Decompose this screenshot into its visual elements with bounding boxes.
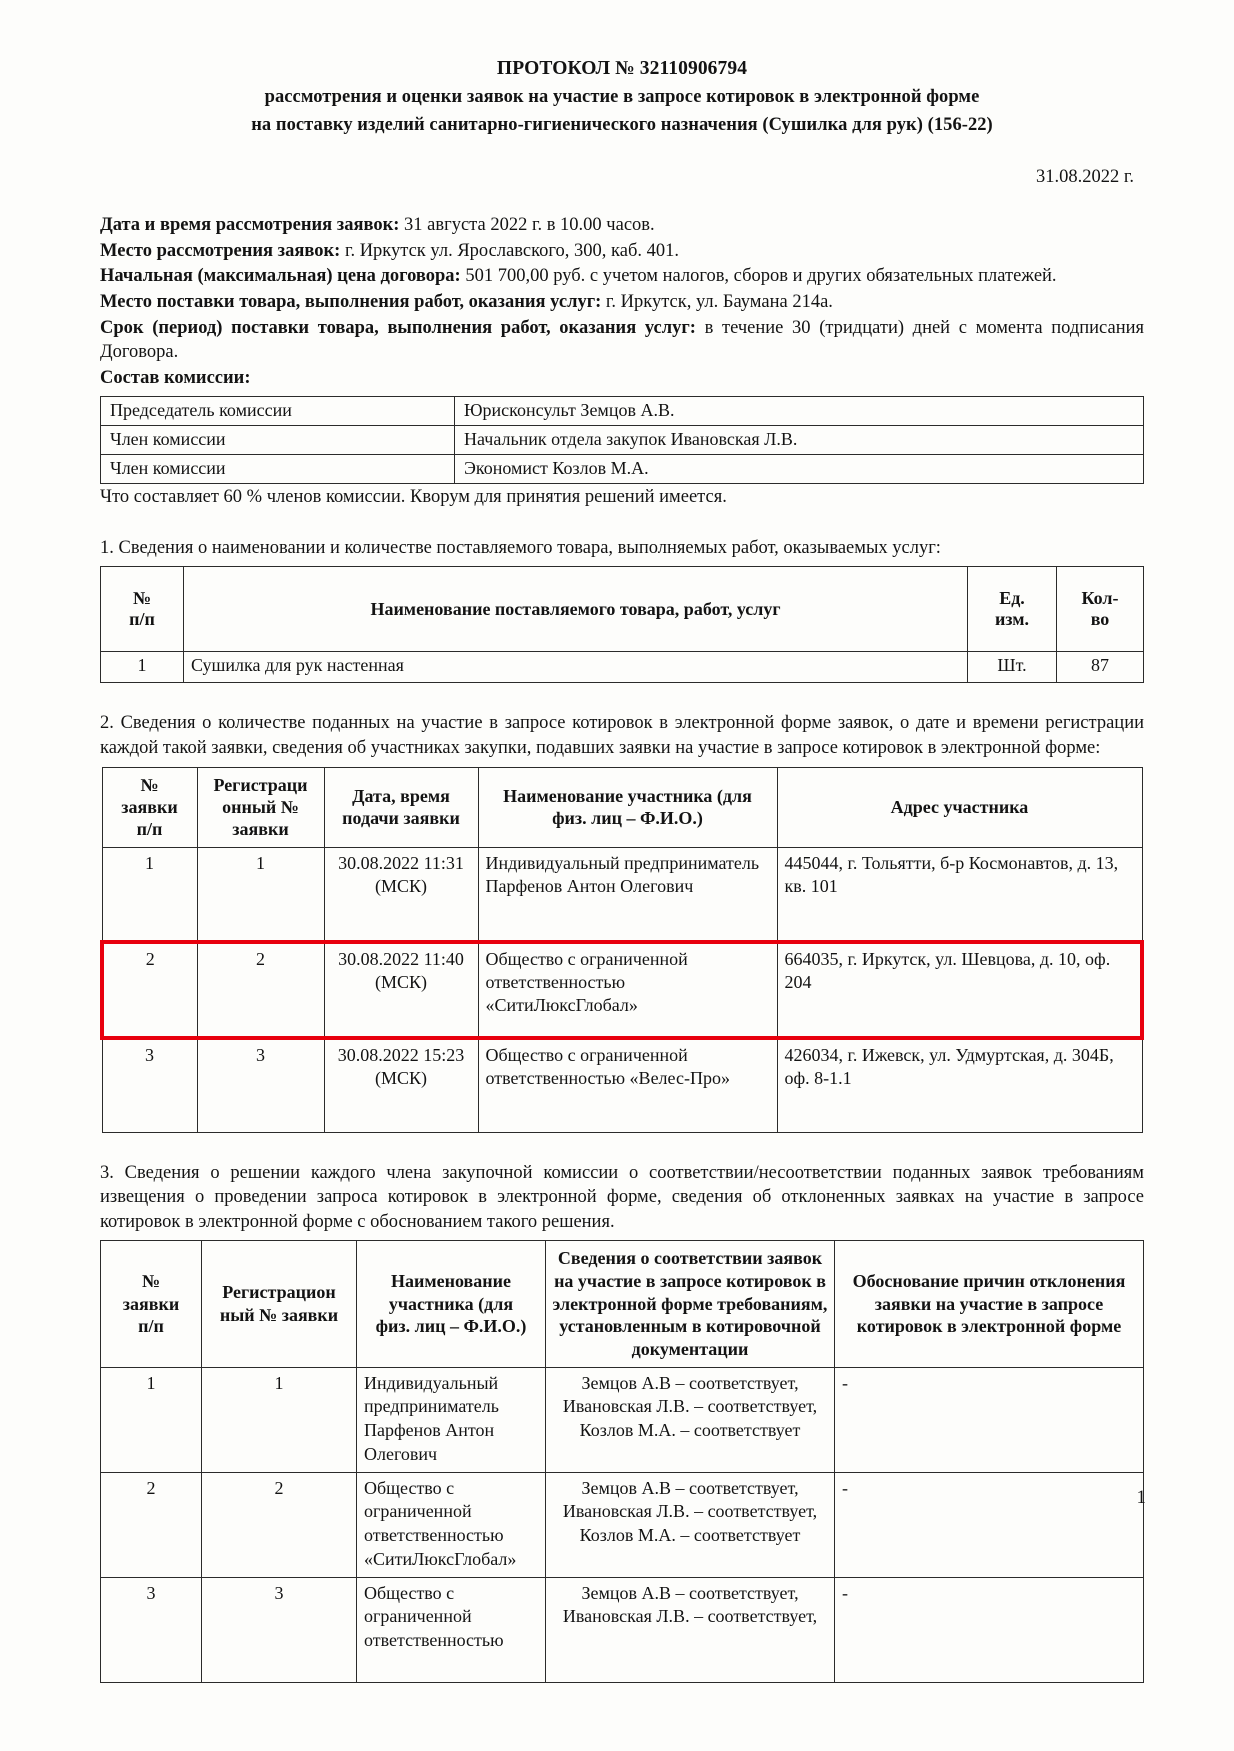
bid-num: 2 bbox=[102, 942, 197, 1038]
document-sheet bbox=[100, 0, 1144, 1683]
bids-header-date-line2: подачи заявки bbox=[342, 808, 460, 829]
goods-header-num bbox=[101, 567, 184, 652]
review-datetime-value: 31 августа 2022 г. в 10.00 часов. bbox=[399, 215, 655, 235]
dec-header-name-line2: участника (для bbox=[388, 1293, 514, 1314]
bid-datetime-line2: (МСК) bbox=[374, 875, 427, 896]
bids-header-name bbox=[478, 767, 777, 847]
goods-header-unit-line2: изм. bbox=[994, 609, 1030, 630]
bid-participant-address: 664035, г. Иркутск, ул. Шевцова, д. 10, оф. 204 bbox=[777, 942, 1142, 1038]
page-number: 1 bbox=[1136, 1487, 1146, 1508]
bids-header-name-line2: физ. лиц – Ф.И.О.) bbox=[552, 808, 703, 829]
commission-heading bbox=[100, 366, 1144, 391]
goods-row-unit: Шт. bbox=[968, 652, 1057, 683]
bids-header-reg bbox=[197, 767, 324, 847]
dec-num: 1 bbox=[101, 1367, 202, 1472]
goods-row-num: 1 bbox=[101, 652, 184, 683]
dec-participant-name: Общество с ограниченной ответственностью bbox=[357, 1577, 546, 1682]
dec-reg-num: 1 bbox=[202, 1367, 357, 1472]
dec-num: 2 bbox=[101, 1472, 202, 1577]
section-2-heading: 2. Сведения о количестве поданных на участие в запросе котировок в электронной форме заявок, о дате и времени регистрации каждой такой заявки, сведения об участниках закупки, подавших заявки на участие в запросе котировок в электронной форме: bbox=[100, 713, 1144, 758]
dec-conformity: Земцов А.В – соответствует, Ивановская Л.В. – соответствует, Козлов М.А. – соответствует bbox=[546, 1367, 835, 1472]
contract-price-value: 501 700,00 руб. с учетом налогов, сборов и других обязательных платежей. bbox=[460, 266, 1057, 287]
commission-table bbox=[100, 396, 1144, 484]
dec-header-num-line2: заявки bbox=[122, 1293, 180, 1314]
dec-reg-num: 3 bbox=[202, 1577, 357, 1682]
bid-reg-num: 3 bbox=[197, 1038, 324, 1133]
delivery-term-value: в течение 30 (тридцати) дней с момента подписания Договора. bbox=[100, 317, 1145, 363]
dec-header-name-line1: Наименование bbox=[391, 1270, 511, 1291]
bids-header-num-line2: заявки bbox=[121, 796, 178, 817]
section-1-heading: 1. Сведения о наименовании и количестве поставляемого товара, выполняемых работ, оказываемых услуг: bbox=[100, 537, 941, 558]
table-row-highlighted bbox=[102, 942, 1142, 1038]
bids-header-date-line1: Дата, время bbox=[352, 785, 450, 806]
dec-rejection: - bbox=[835, 1472, 1144, 1577]
dec-header-name bbox=[357, 1241, 546, 1367]
bids-header-reg-line3: заявки bbox=[232, 819, 289, 840]
commission-label: Состав комиссии: bbox=[100, 368, 251, 389]
intro-block bbox=[100, 213, 1144, 391]
delivery-term-line bbox=[100, 316, 1144, 365]
goods-header-qty bbox=[1057, 567, 1144, 652]
table-row bbox=[101, 1367, 1144, 1472]
bid-reg-num: 1 bbox=[197, 847, 324, 942]
commission-person: Начальник отдела закупок Ивановская Л.В. bbox=[455, 425, 1144, 454]
review-place-line bbox=[100, 239, 1144, 264]
delivery-place-label: Место поставки товара, выполнения работ, оказания услуг: bbox=[100, 292, 602, 313]
dec-rejection: - bbox=[835, 1367, 1144, 1472]
goods-header-unit-line1: Ед. bbox=[999, 588, 1025, 609]
bids-header-num-line1: № bbox=[140, 774, 159, 795]
bid-participant-address: 426034, г. Ижевск, ул. Удмуртская, д. 304Б, оф. 8-1.1 bbox=[777, 1038, 1142, 1133]
table-row bbox=[101, 425, 1144, 454]
bid-participant-name: Общество с ограниченной ответственностью «СитиЛюксГлобал» bbox=[478, 942, 777, 1038]
delivery-place-value: г. Иркутск, ул. Баумана 214а. bbox=[601, 292, 833, 313]
protocol-subtitle-2: на поставку изделий санитарно-гигиенического назначения (Сушилка для рук) (156-22) bbox=[251, 115, 993, 135]
contract-price-label: Начальная (максимальная) цена договора: bbox=[100, 266, 461, 287]
dec-header-num bbox=[101, 1241, 202, 1367]
bids-header-address: Адрес участника bbox=[777, 767, 1142, 847]
dec-participant-name: Общество с ограниченной ответственностью «СитиЛюксГлобал» bbox=[357, 1472, 546, 1577]
bids-header-name-line1: Наименование участника (для bbox=[503, 785, 752, 806]
commission-role: Член комиссии bbox=[101, 425, 455, 454]
table-row bbox=[101, 1472, 1144, 1577]
review-place-label: Место рассмотрения заявок: bbox=[100, 240, 341, 261]
goods-header-num-line1: № bbox=[132, 588, 152, 609]
dec-header-reg bbox=[202, 1241, 357, 1367]
review-place-value: г. Иркутск ул. Ярославского, 300, каб. 401. bbox=[340, 240, 680, 261]
quorum-note: Что составляет 60 % членов комиссии. Кворум для принятия решений имеется. bbox=[100, 486, 727, 507]
bids-table bbox=[100, 767, 1144, 1133]
bid-datetime-line1: 30.08.2022 11:40 bbox=[338, 948, 464, 969]
commission-role: Член комиссии bbox=[101, 454, 455, 483]
dec-header-num-line3: п/п bbox=[138, 1316, 164, 1337]
dec-header-conformity: Сведения о соответствии заявок на участие в запросе котировок в электронной форме требованиям, установленным в котировочной документации bbox=[546, 1241, 835, 1367]
delivery-place-line bbox=[100, 290, 1144, 315]
table-row bbox=[101, 652, 1144, 683]
bids-header-reg-line1: Регистраци bbox=[213, 774, 308, 795]
dec-num: 3 bbox=[101, 1577, 202, 1682]
table-header-row bbox=[101, 567, 1144, 652]
dec-header-rejection: Обоснование причин отклонения заявки на участие в запросе котировок в электронной форме bbox=[835, 1241, 1144, 1367]
commission-role: Председатель комиссии bbox=[101, 396, 455, 425]
dec-conformity: Земцов А.В – соответствует, Ивановская Л.В. – соответствует, Козлов М.А. – соответствует bbox=[546, 1472, 835, 1577]
section-3-heading: 3. Сведения о решении каждого члена закупочной комиссии о соответствии/несоответствии поданных заявок требованиям извещения о проведении запроса котировок в электронной форме, сведения об отклоненных заявках на участие в запросе котировок в электронной форме с обоснованием такого решения. bbox=[100, 1162, 1144, 1232]
bid-datetime bbox=[324, 847, 478, 942]
bid-num: 3 bbox=[102, 1038, 197, 1133]
delivery-term-label: Срок (период) поставки товара, выполнения работ, оказания услуг: bbox=[100, 317, 696, 338]
bid-participant-name: Общество с ограниченной ответственностью «Велес-Про» bbox=[478, 1038, 777, 1133]
bid-datetime-line2: (МСК) bbox=[374, 971, 427, 992]
bid-datetime-line2: (МСК) bbox=[374, 1067, 427, 1088]
decisions-table bbox=[100, 1240, 1144, 1682]
dec-rejection: - bbox=[835, 1577, 1144, 1682]
goods-header-qty-line2: во bbox=[1090, 609, 1110, 630]
bid-reg-num: 2 bbox=[197, 942, 324, 1038]
bids-header-reg-line2: онный № bbox=[222, 796, 299, 817]
document-date: 31.08.2022 г. bbox=[1035, 167, 1134, 187]
goods-header-qty-line1: Кол- bbox=[1081, 588, 1119, 609]
contract-price-line bbox=[100, 264, 1144, 289]
protocol-number-title: ПРОТОКОЛ № 32110906794 bbox=[496, 58, 748, 79]
document-title-block bbox=[100, 58, 1144, 136]
review-datetime-label: Дата и время рассмотрения заявок: bbox=[100, 215, 400, 235]
table-row bbox=[101, 454, 1144, 483]
table-row bbox=[102, 847, 1142, 942]
bid-datetime bbox=[324, 942, 478, 1038]
table-row bbox=[101, 396, 1144, 425]
bids-header-num bbox=[102, 767, 197, 847]
table-row bbox=[102, 1038, 1142, 1133]
dec-conformity: Земцов А.В – соответствует, Ивановская Л.В. – соответствует, bbox=[546, 1577, 835, 1682]
dec-header-reg-line2: ный № заявки bbox=[219, 1304, 339, 1325]
commission-person: Экономист Козлов М.А. bbox=[455, 454, 1144, 483]
goods-table bbox=[100, 566, 1144, 683]
dec-header-name-line3: физ. лиц – Ф.И.О.) bbox=[375, 1316, 527, 1337]
bid-num: 1 bbox=[102, 847, 197, 942]
table-header-row bbox=[102, 767, 1142, 847]
goods-header-name: Наименование поставляемого товара, работ, услуг bbox=[184, 567, 968, 652]
review-datetime-line bbox=[100, 213, 1144, 238]
bids-header-date bbox=[324, 767, 478, 847]
dec-participant-name: Индивидуальный предприниматель Парфенов Антон Олегович bbox=[357, 1367, 546, 1472]
table-row bbox=[101, 1577, 1144, 1682]
goods-row-qty: 87 bbox=[1057, 652, 1144, 683]
goods-header-unit bbox=[968, 567, 1057, 652]
dec-header-reg-line1: Регистрацион bbox=[222, 1282, 336, 1303]
dec-reg-num: 2 bbox=[202, 1472, 357, 1577]
dec-header-num-line1: № bbox=[141, 1270, 161, 1291]
protocol-subtitle-1: рассмотрения и оценки заявок на участие в запросе котировок в электронной форме bbox=[264, 87, 980, 107]
bid-datetime bbox=[324, 1038, 478, 1133]
bids-header-num-line3: п/п bbox=[136, 819, 163, 840]
goods-header-num-line2: п/п bbox=[129, 609, 155, 630]
bid-datetime-line1: 30.08.2022 11:31 bbox=[338, 852, 464, 873]
commission-person: Юрисконсульт Земцов А.В. bbox=[455, 396, 1144, 425]
bid-datetime-line1: 30.08.2022 15:23 bbox=[337, 1044, 465, 1065]
bid-participant-address: 445044, г. Тольятти, б-р Космонавтов, д. 13, кв. 101 bbox=[777, 847, 1142, 942]
bid-participant-name: Индивидуальный предприниматель Парфенов Антон Олегович bbox=[478, 847, 777, 942]
table-header-row bbox=[101, 1241, 1144, 1367]
goods-row-name: Сушилка для рук настенная bbox=[184, 652, 968, 683]
